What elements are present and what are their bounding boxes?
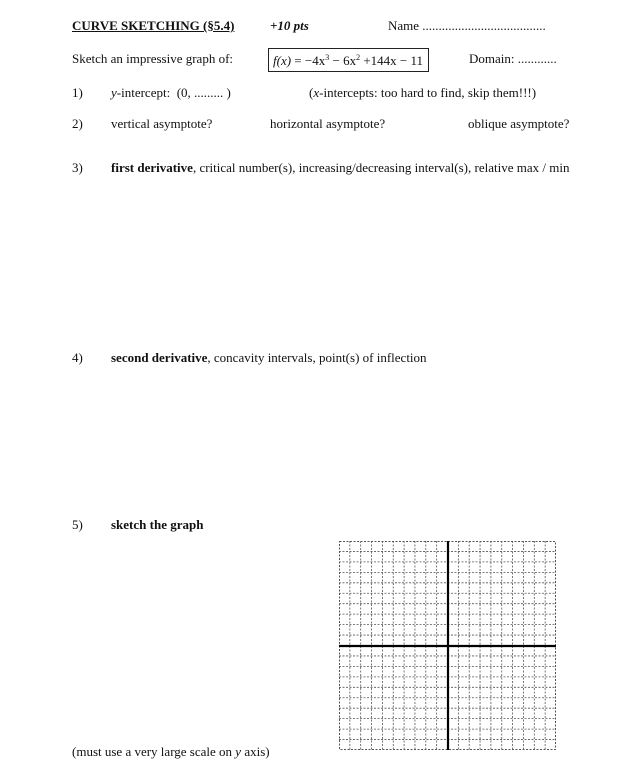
y-intercept-label: -intercept: (116, 85, 171, 100)
x-intercept-text: -intercepts: too hard to find, skip them!!!) (319, 85, 537, 100)
points-label: +10 pts (270, 18, 309, 33)
second-derivative-heading: second derivative (111, 350, 208, 365)
name-blank[interactable]: ...................................... (422, 18, 546, 33)
item-3-number: 3) (72, 160, 83, 175)
scale-note-suffix: axis) (241, 744, 270, 759)
first-derivative-prompt (111, 160, 569, 176)
sketch-graph-prompt: sketch the graph (111, 517, 204, 532)
function-exp-2: 2 (356, 53, 361, 62)
domain-label: Domain: (469, 51, 515, 66)
item-2-number: 2) (72, 116, 83, 131)
vertical-asymptote-prompt: vertical asymptote? (111, 116, 213, 131)
domain-field[interactable] (469, 51, 557, 67)
function-eq: = (291, 53, 305, 68)
domain-blank[interactable]: ............ (517, 51, 557, 66)
first-derivative-work-area[interactable] (72, 182, 612, 342)
horizontal-asymptote-prompt: horizontal asymptote? (270, 116, 386, 131)
second-derivative-prompt (111, 350, 427, 366)
y-intercept-blank[interactable]: (0, ......... ) (176, 85, 231, 100)
function-box (268, 48, 429, 72)
second-derivative-work-area[interactable] (72, 372, 612, 507)
scale-note (72, 744, 270, 760)
function-term-3: +144x − 11 (360, 53, 424, 68)
name-field[interactable] (388, 18, 546, 34)
prompt-label: Sketch an impressive graph of: (72, 51, 234, 66)
function-lhs: f(x) (273, 53, 292, 68)
item-1-number: 1) (72, 85, 83, 100)
second-derivative-text: , concavity intervals, point(s) of inflection (207, 350, 427, 365)
function-term-1: −4x (304, 53, 326, 68)
x-intercept-note (309, 85, 536, 101)
x-intercept-var: x (313, 85, 320, 100)
x-intercept-open: ( (309, 85, 314, 100)
y-intercept-var: y (111, 85, 117, 100)
name-label: Name (388, 18, 420, 33)
oblique-asymptote-prompt: oblique asymptote? (468, 116, 570, 131)
page-title: CURVE SKETCHING (§5.4) (72, 18, 235, 33)
first-derivative-text: , critical number(s), increasing/decreasing interval(s), relative max / min (192, 160, 570, 175)
y-intercept-prompt (111, 85, 231, 101)
item-4-number: 4) (72, 350, 83, 365)
item-5-number: 5) (72, 517, 83, 532)
first-derivative-heading: first derivative (111, 160, 193, 175)
scale-note-prefix: (must use a very large scale on (72, 744, 236, 759)
function-term-2: − 6x (329, 53, 357, 68)
function-exp-3: 3 (325, 53, 330, 62)
graph-grid[interactable] (339, 541, 557, 751)
scale-note-var: y (235, 744, 242, 759)
